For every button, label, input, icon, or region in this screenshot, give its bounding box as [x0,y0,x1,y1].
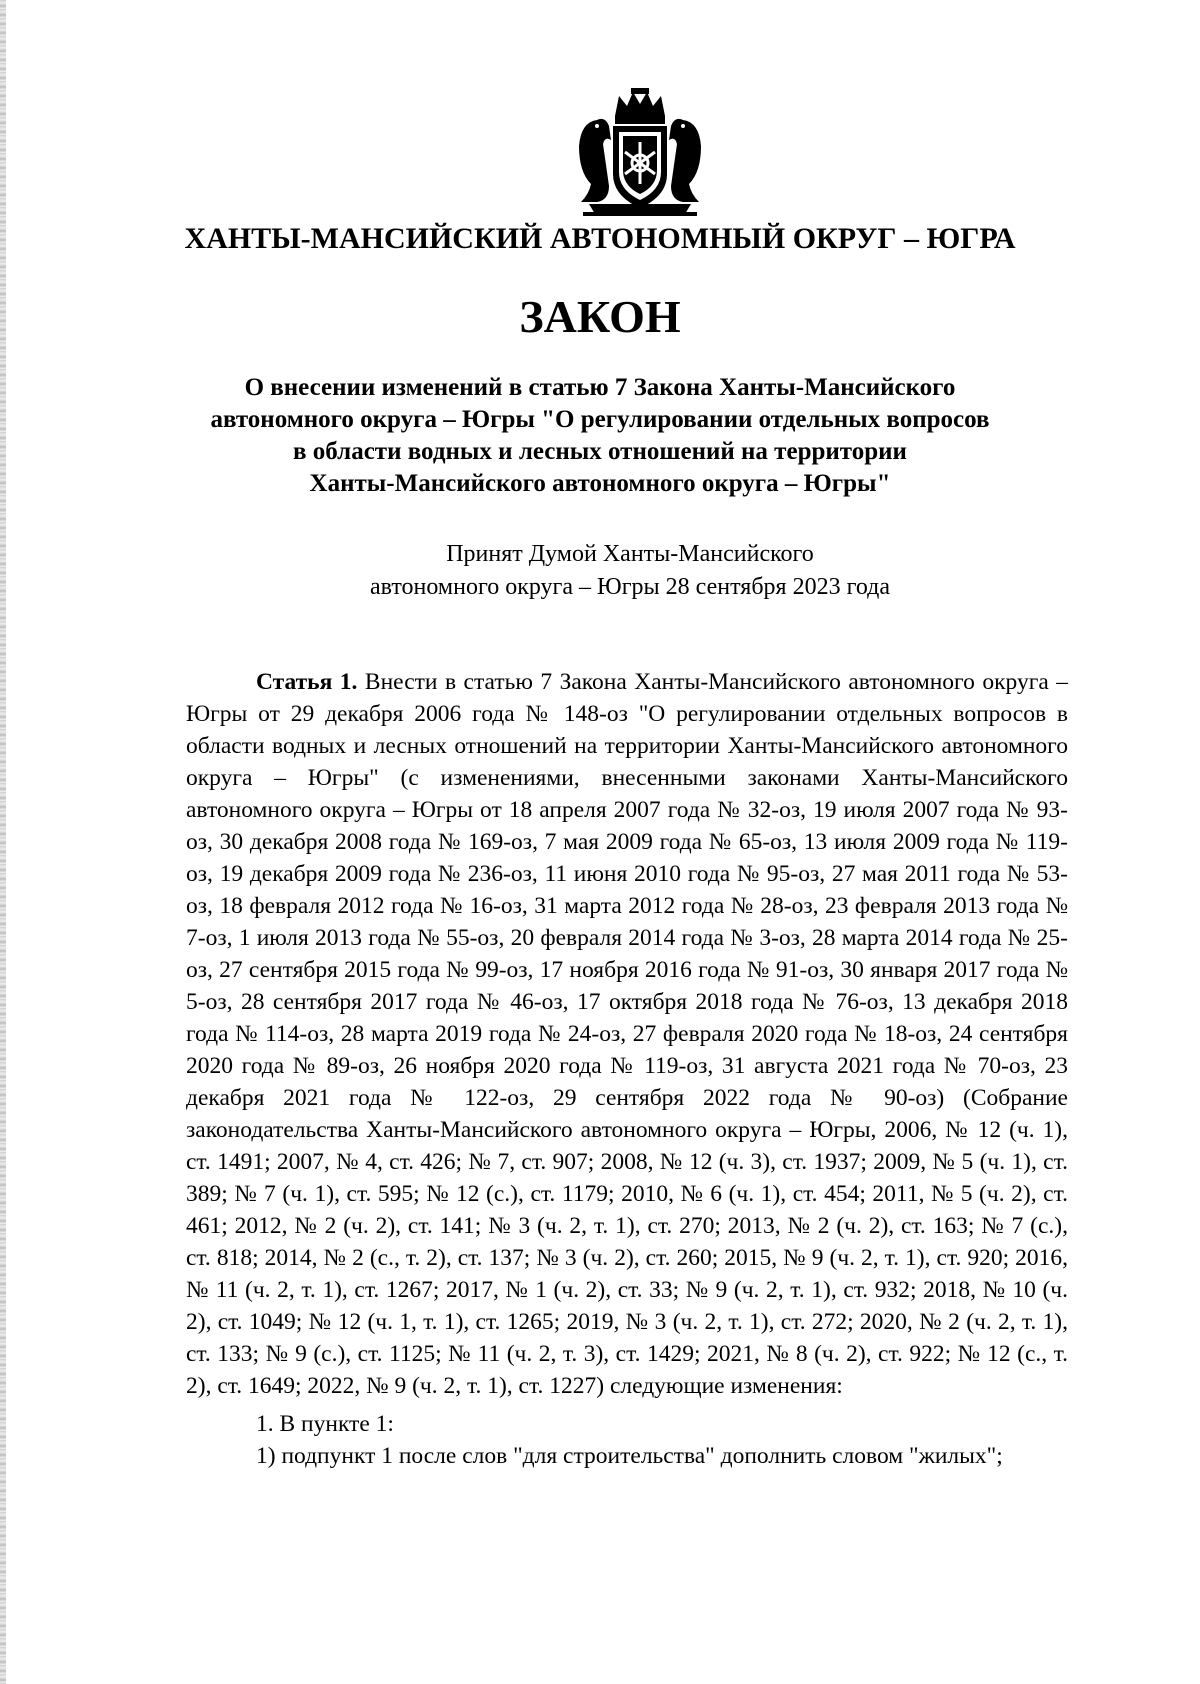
law-name-line: О внесении изменений в статью 7 Закона Ханты-Мансийского [244,374,956,401]
adoption-line: автономного округа – Югры 28 сентября 2023 года [369,574,891,600]
coat-of-arms-icon [575,86,705,218]
adoption-note [0,538,1200,604]
list-item: 1) подпункт 1 после слов "для строительства" дополнить словом "жилых"; [256,1443,1003,1469]
law-name-line: в области водных и лесных отношений на территории [293,438,907,465]
document-type-title: ЗАКОН [519,291,681,342]
region-title: ХАНТЫ-МАНСИЙСКИЙ АВТОНОМНЫЙ ОКРУГ – ЮГРА [184,222,1016,255]
law-name [190,372,1010,500]
list-item: 1. В пункте 1: [256,1411,394,1437]
article-1-paragraph [186,666,1068,1402]
article-1-text: Внести в статью 7 Закона Ханты-Мансийского автономного округа – Югры от 29 декабря 2006 года № 148-оз "О регулировании отдельных вопросов в области водных и лесных отношений на территории Ханты-Мансийского автономного округа – Югры" (с изменениями, внесенными законами Ханты-Мансийского автономного округа – Югры от 18 апреля 2007 года № 32-оз, 19 июля 2007 года № 93-оз, 30 декабря 2008 года № 169-оз, 7 мая 2009 года № 65-оз, 13 июля 2009 года № 119-оз, 19 декабря 2009 года № 236-оз, 11 июня 2010 года № 95-оз, 27 мая 2011 года № 53-оз, 18 февраля 2012 года № 16-оз, 31 марта 2012 года № 28-оз, 23 февраля 2013 года № 7-оз, 1 июля 2013 года № 55-оз, 20 февраля 2014 года № 3-оз, 28 марта 2014 года № 25-оз, 27 сентября 2015 года № 99-оз, 17 ноября 2016 года № 91-оз, 30 января 2017 года № 5-оз, 28 сентября 2017 года № 46-оз, 17 октября 2018 года № 76-оз, 13 декабря 2018 года № 114-оз, 28 марта 2019 года № 24-оз, 27 февраля 2020 года № 18-оз, 24 сентября 2020 года № 89-оз, 26 ноября 2020 года № 119-оз, 31 августа 2021 года № 70-оз, 23 декабря 2021 года № 122-оз, 29 сентября 2022 года № 90-оз) (Собрание законодательства Ханты-Мансийского автономного округа – Югры, 2006, № 12 (ч. 1), ст. 1491; 2007, № 4, ст. 426; № 7, ст. 907; 2008, № 12 (ч. 3), ст. 1937; 2009, № 5 (ч. 1), ст. 389; № 7 (ч. 1), ст. 595; № 12 (с.), ст. 1179; 2010, № 6 (ч. 1), ст. 454; 2011, № 5 (ч. 2), ст. 461; 2012, № 2 (ч. 2), ст. 141; № 3 (ч. 2, т. 1), ст. 270; 2013, № 2 (ч. 2), ст. 163; № 7 (с.), ст. 818; 2014, № 2 (с., т. 2), ст. 137; № 3 (ч. 2), ст. 260; 2015, № 9 (ч. 2, т. 1), ст. 920; 2016, № 11 (ч. 2, т. 1), ст. 1267; 2017, № 1 (ч. 2), ст. 33; № 9 (ч. 2, т. 1), ст. 932; 2018, № 10 (ч. 2), ст. 1049; № 12 (ч. 1, т. 1), ст. 1265; 2019, № 3 (ч. 2, т. 1), ст. 272; 2020, № 2 (ч. 2, т. 1), ст. 133; № 9 (с.), ст. 1125; № 11 (ч. 2, т. 3), ст. 1429; 2021, № 8 (ч. 2), ст. 922; № 12 (с., т. 2), ст. 1649; 2022, № 9 (ч. 2, т. 1), ст. 1227) следующие изменения: [186,669,1068,1399]
law-name-line: Ханты-Мансийского автономного округа – Югры" [309,470,891,497]
law-name-line: автономного округа – Югры "О регулировании отдельных вопросов [210,406,990,433]
adoption-line: Принят Думой Ханты-Мансийского [446,541,814,567]
article-1-label: Статья 1. [256,669,358,695]
